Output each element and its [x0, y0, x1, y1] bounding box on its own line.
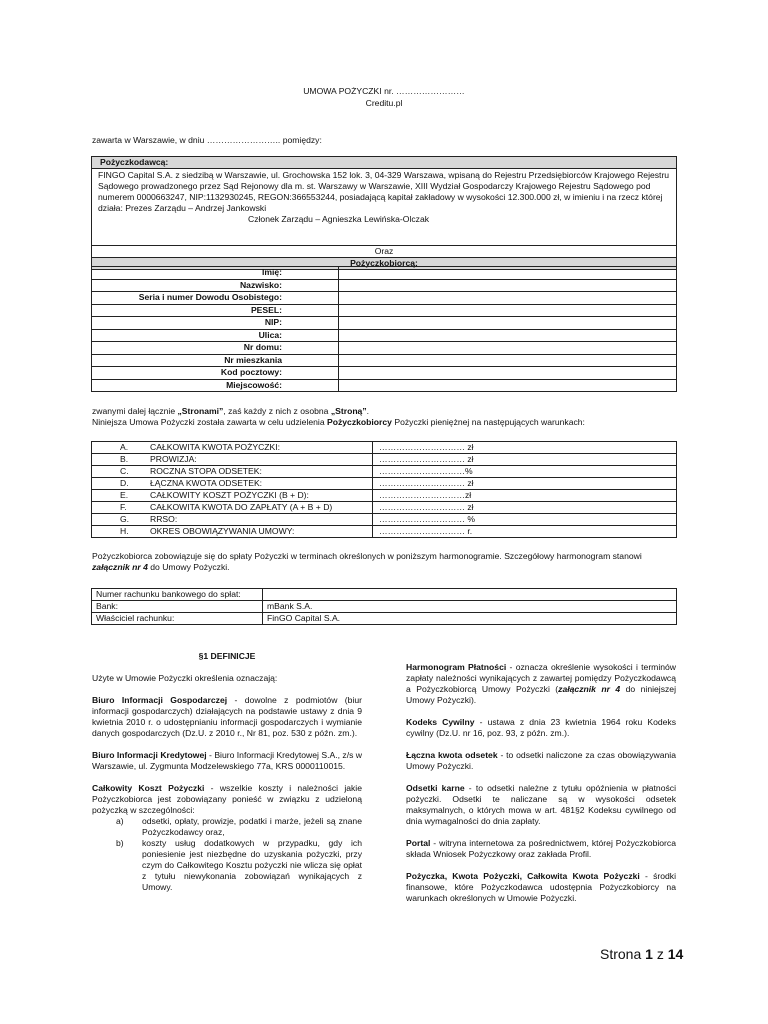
borrower-field-value[interactable]	[339, 304, 677, 317]
lender-details: FINGO Capital S.A. z siedzibą w Warszawie, ul. Grochowska 152 lok. 3, 04-329 Warszawa, wpisaną do Rejestru Przedsiębiorców Krajowego Rejestru Sądowego prowadzonego przez Sąd Rejonowy dla m. st. Warszawy w Warszawie, XIII Wydział Gospodarczy Krajowego Rejestru Sądowego pod numerem 0000663247, NIP:1132930245, REGON:366553244, posiadającą kapitał zakładowy w wysokości 12.300.000 zł, w imieniu i na rzecz której działa: Prezes Zarządu – Andrzej Jankowski	[98, 170, 670, 213]
definitions-left-column	[92, 651, 362, 893]
borrower-field-row	[92, 342, 677, 355]
term-letter: H.	[120, 526, 129, 536]
definition-term: Kodeks Cywilny	[406, 717, 475, 727]
loan-term-row	[92, 442, 677, 454]
purpose-text-end: Pożyczki pieniężnej na następujących warunkach:	[391, 417, 585, 427]
list-marker: a)	[116, 816, 124, 826]
borrower-field-value[interactable]	[339, 267, 677, 280]
contract-intro: zawarta w Warszawie, w dniu …………………….. pomiędzy:	[92, 135, 322, 145]
loan-terms-table	[91, 441, 677, 538]
loan-term-row	[92, 490, 677, 502]
loan-term-row	[92, 454, 677, 466]
definition-term: Biuro Informacji Gospodarczej	[92, 695, 228, 705]
page-total: 14	[667, 946, 684, 962]
definition-portal	[406, 838, 676, 860]
term-label: OKRES OBOWIĄZYWANIA UMOWY:	[150, 526, 295, 536]
borrower-label: Pożyczkobiorcą:	[350, 258, 418, 268]
definition-text: - to odsetki naliczone za czas obowiązywania Umowy Pożyczki.	[406, 750, 676, 771]
term-label: CAŁKOWITA KWOTA POŻYCZKI:	[150, 442, 281, 452]
borrower-field-value[interactable]	[339, 367, 677, 380]
list-item	[116, 816, 362, 838]
purpose-borrower: Pożyczkobiorcy	[327, 417, 392, 427]
definition-text: - dowolne z podmiotów (biur informacji gospodarczych) działających na podstawie ustawy z dnia 9 kwietnia 2010 r. o udostępnianiu informacji gospodarczych i wymianie danych gospodarczych (Dz.U. z 2010 r., Nr 81, poz. 530 z późn. zm.).	[92, 695, 362, 738]
borrower-field-value[interactable]	[339, 342, 677, 355]
borrower-field-value[interactable]	[339, 317, 677, 330]
borrower-field-row	[92, 354, 677, 367]
definition-term: Biuro Informacji Kredytowej	[92, 750, 207, 760]
definition-schedule	[406, 662, 676, 706]
list-text: koszty usług dodatkowych w przypadku, gdy ich poniesienie jest niezbędne do uzyskania pożyczki, przy czym do Całkowitego Kosztu pożyczki nie wlicza się opłat z tytułu niewykonania zobowiązań wynikających z Umowy.	[142, 838, 362, 892]
brand-name: Creditu.pl	[365, 98, 403, 108]
term-value: ………………………… zł	[379, 454, 474, 464]
oraz-label: Oraz	[374, 246, 394, 256]
definition-loan	[406, 871, 676, 904]
account-owner-label: Właściciel rachunku:	[96, 613, 175, 623]
lender-label: Pożyczkodawcą:	[100, 157, 169, 167]
borrower-field-label: Nazwisko:	[239, 279, 282, 290]
borrower-field-label: Seria i numer Dowodu Osobistego:	[138, 292, 282, 303]
loan-term-row	[92, 526, 677, 538]
definition-tail: do niniejszej Umowy Pożyczki).	[406, 684, 676, 705]
term-value: …………………………zł	[379, 490, 472, 500]
term-label: ŁĄCZNA KWOTA ODSETEK:	[150, 478, 263, 488]
definition-text: - ustawa z dnia 23 kwietnia 1964 roku Kodeks cywilny (Dz.U. nr 16, poz. 93, z późn. zm.).	[406, 717, 676, 738]
borrower-field-label: Ulica:	[258, 329, 282, 340]
definitions-right-column	[406, 662, 676, 915]
definition-term: Portal	[406, 838, 431, 848]
borrower-field-row	[92, 379, 677, 392]
definition-text: - oznacza określenie wysokości i terminów zapłaty należności wynikających z zawartej pomiędzy Pożyczkodawcą a Pożyczkobiorcą Umowy Pożyczki (	[406, 662, 677, 694]
borrower-field-row	[92, 267, 677, 280]
repayment-text-1: Pożyczkobiorca zobowiązuje się do spłaty Pożyczki w terminach określonych w poniższym harmonogramie. Szczegółowy harmonogram stanowi	[92, 551, 642, 561]
term-value: …………………………%	[379, 466, 473, 476]
borrower-field-label: PESEL:	[250, 304, 282, 315]
term-letter: G.	[120, 514, 130, 524]
definition-text: - Biuro Informacji Kredytowej S.A., z/s w Warszawie, ul. Zygmunta Modzelewskiego 77a, KRS 0000110015.	[92, 750, 362, 771]
borrower-field-row	[92, 292, 677, 305]
borrower-field-row	[92, 317, 677, 330]
term-letter: E.	[120, 490, 129, 500]
borrower-field-row	[92, 367, 677, 380]
definition-attachment: załącznik nr 4	[558, 684, 621, 694]
definition-term: Pożyczka, Kwota Pożyczki, Całkowita Kwota Pożyczki	[406, 871, 640, 881]
bank-account-table	[91, 588, 677, 625]
parties-text-end: .	[366, 406, 370, 416]
definition-term: Całkowity Koszt Pożyczki	[92, 783, 205, 793]
term-value: ………………………… zł	[379, 502, 474, 512]
definition-term: Harmonogram Płatności	[406, 662, 507, 672]
term-label: CAŁKOWITA KWOTA DO ZAPŁATY (A + B + D)	[150, 502, 333, 512]
borrower-field-value[interactable]	[339, 354, 677, 367]
definition-big	[92, 695, 362, 739]
bank-value: mBank S.A.	[267, 601, 313, 611]
lender-board-member: Członek Zarządu – Agnieszka Lewińska-Olczak	[248, 214, 430, 224]
parties-table	[91, 156, 677, 270]
bank-account-header: Numer rachunku bankowego do spłat:	[96, 589, 241, 599]
parties-text-pre: zwanymi dalej łącznie	[92, 406, 178, 416]
definition-text: - witryna internetowa za pośrednictwem, której Pożyczkobiorca składa Wniosek Pożyczkowy oraz zakłada Profil.	[406, 838, 676, 859]
borrower-field-value[interactable]	[339, 292, 677, 305]
term-letter: B.	[120, 454, 129, 464]
borrower-field-row	[92, 304, 677, 317]
term-letter: C.	[120, 466, 129, 476]
parties-stronami: „Stronami”	[177, 406, 224, 416]
definition-penalty-interest	[406, 783, 676, 827]
loan-term-row	[92, 502, 677, 514]
definition-term: Odsetki karne	[406, 783, 465, 793]
loan-term-row	[92, 478, 677, 490]
purpose-text-pre: Niniejsza Umowa Pożyczki została zawarta w celu udzielenia	[92, 417, 327, 427]
document-title: UMOWA POŻYCZKI nr. ……………………	[303, 86, 465, 96]
borrower-field-row	[92, 279, 677, 292]
bank-label: Bank:	[96, 601, 118, 611]
term-letter: F.	[120, 502, 127, 512]
parties-text-mid: , zaś każdy z nich z osobna	[223, 406, 331, 416]
definition-total-interest	[406, 750, 676, 772]
borrower-field-label: Imię:	[261, 267, 282, 278]
borrower-field-value[interactable]	[339, 379, 677, 392]
loan-term-row	[92, 514, 677, 526]
definition-total-cost	[92, 783, 362, 816]
term-label: PROWIZJA:	[150, 454, 197, 464]
borrower-field-label: Miejscowość:	[226, 379, 282, 390]
borrower-fields-table	[91, 266, 677, 392]
borrower-field-row	[92, 329, 677, 342]
term-value: ………………………… r.	[379, 526, 473, 536]
repayment-attachment: załącznik nr 4	[92, 562, 148, 572]
list-text: odsetki, opłaty, prowizje, podatki i marże, jeżeli są znane Pożyczkodawcy oraz,	[142, 816, 362, 837]
definitions-intro: Użyte w Umowie Pożyczki określenia oznaczają:	[92, 673, 278, 683]
definition-text: - środki finansowe, które Pożyczkodawca udostępnia Pożyczkobiorcy na warunkach określonych w Umowie Pożyczki.	[406, 871, 677, 903]
parties-strona: „Stroną”	[330, 406, 367, 416]
borrower-field-value[interactable]	[339, 279, 677, 292]
term-label: RRSO:	[150, 514, 178, 524]
parties-paragraph	[92, 406, 692, 428]
definition-text: - wszelkie koszty i należności jakie Pożyczkobiorca jest zobowiązany ponieść w związku z udzieloną pożyczką w szczególności:	[92, 783, 362, 815]
term-letter: A.	[120, 442, 129, 452]
page-label: Strona	[600, 946, 646, 962]
definition-bik	[92, 750, 362, 772]
list-item	[116, 838, 362, 893]
definition-term: Łączna kwota odsetek	[406, 750, 498, 760]
term-label: CAŁKOWITY KOSZT POŻYCZKI (B + D):	[150, 490, 309, 500]
definition-civil-code	[406, 717, 676, 739]
cost-list	[92, 816, 362, 893]
borrower-field-label: Kod pocztowy:	[220, 367, 282, 378]
definition-text: - to odsetki należne z tytułu opóźnienia w płatności pożyczki. Odsetki te naliczane są w wysokości odsetek maksymalnych, o których mowa w art. 481§2 Kodeksu cywilnego od dnia wymagalności do dnia zapłaty.	[406, 783, 676, 826]
borrower-field-label: Nr domu:	[243, 342, 282, 353]
definitions-heading: §1 DEFINICJE	[198, 651, 256, 661]
term-letter: D.	[120, 478, 129, 488]
list-marker: b)	[116, 838, 124, 848]
repayment-paragraph	[92, 551, 678, 573]
account-owner-value: FinGO Capital S.A.	[267, 613, 341, 623]
page-of: z	[652, 946, 668, 962]
term-value: ………………………… zł	[379, 442, 474, 452]
loan-term-row	[92, 466, 677, 478]
page-number	[600, 946, 683, 964]
repayment-text-2: do Umowy Pożyczki.	[147, 562, 230, 572]
term-value: ………………………… zł	[379, 478, 474, 488]
borrower-field-label: Nr mieszkania	[224, 354, 282, 365]
term-label: ROCZNA STOPA ODSETEK:	[150, 466, 262, 476]
borrower-field-label: NIP:	[264, 317, 282, 328]
term-value: ………………………… %	[379, 514, 475, 524]
borrower-field-value[interactable]	[339, 329, 677, 342]
page-current: 1	[645, 946, 653, 962]
